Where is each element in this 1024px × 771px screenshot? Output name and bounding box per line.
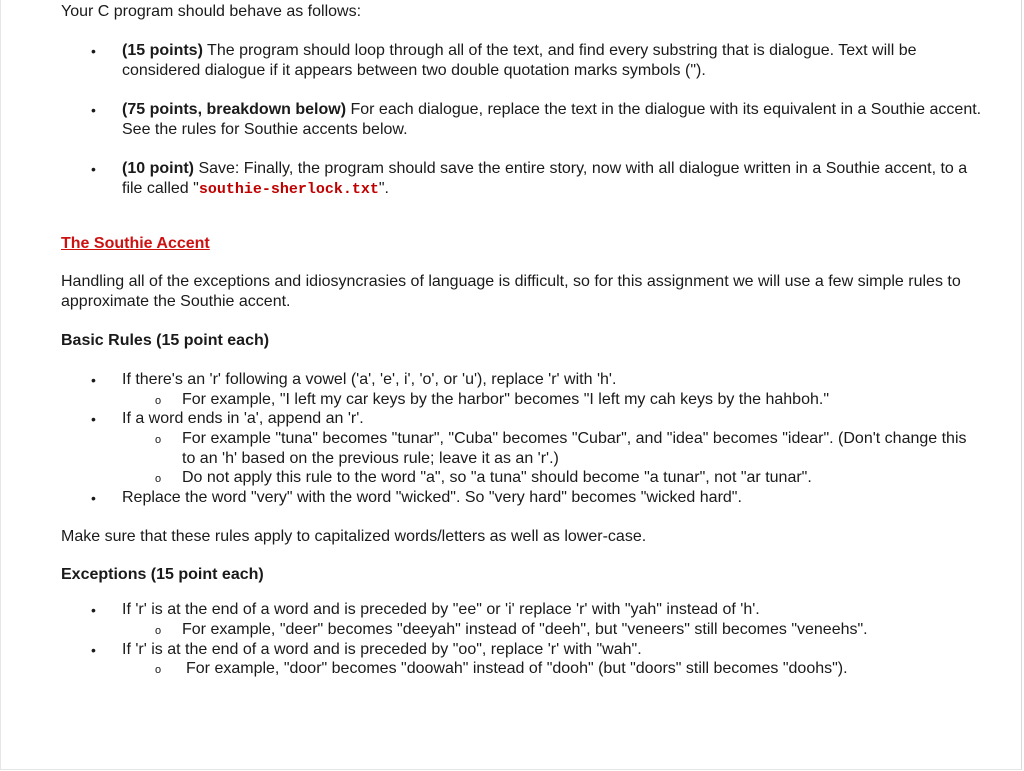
circle-bullet-icon: o — [155, 395, 162, 407]
exception-example: For example, "deer" becomes "deeyah" instead of "deeh", but "veneers" still becomes "veneehs". — [182, 621, 868, 638]
exception-text: If 'r' is at the end of a word and is preceded by "oo", replace 'r' with "wah". — [122, 641, 642, 658]
requirement-body: For each dialogue, replace the text in the dialogue with its equivalent in a Southie accent. See the rules for Southie accents below. — [122, 101, 982, 138]
southie-accent-heading: The Southie Accent — [61, 235, 210, 252]
circle-bullet-icon: o — [155, 473, 162, 485]
requirement-text — [122, 159, 982, 200]
bullet-icon: • — [91, 490, 96, 506]
basic-rules-heading: Basic Rules (15 point each) — [61, 332, 270, 349]
output-filename: southie-sherlock.txt — [198, 181, 379, 198]
requirement-text — [122, 41, 982, 81]
bullet-icon: • — [91, 411, 96, 427]
circle-bullet-icon: o — [155, 625, 162, 637]
requirement-body: Save: Finally, the program should save the entire story, now with all dialogue written in a Southie accent, to a file called " — [122, 160, 968, 197]
bullet-icon: • — [91, 161, 96, 177]
requirement-body: The program should loop through all of the text, and find every substring that is dialogue. Text will be considered dialogue if it appears between two double quotation marks symbols ("). — [122, 42, 917, 79]
points-label: (10 point) — [122, 160, 194, 177]
intro-text: Your C program should behave as follows: — [61, 3, 362, 20]
exception-text: If 'r' is at the end of a word and is preceded by "ee" or 'i' replace 'r' with "yah" instead of 'h'. — [122, 601, 760, 618]
rule-text: If a word ends in 'a', append an 'r'. — [122, 410, 364, 427]
rule-example: Do not apply this rule to the word "a", so "a tuna" should become "a tunar", not "ar tunar". — [182, 469, 812, 486]
southie-intro: Handling all of the exceptions and idiosyncrasies of language is difficult, so for this assignment we will use a few simple rules to approximate the Southie accent. — [61, 273, 961, 310]
case-note: Make sure that these rules apply to capitalized words/letters as well as lower-case. — [61, 528, 647, 545]
bullet-icon: • — [91, 102, 96, 118]
points-label: (15 points) — [122, 42, 203, 59]
circle-bullet-icon: o — [155, 434, 162, 446]
circle-bullet-icon: o — [155, 664, 162, 676]
bullet-icon: • — [91, 602, 96, 618]
rule-example: For example, "I left my car keys by the harbor" becomes "I left my cah keys by the hahboh." — [182, 391, 829, 408]
points-label: (75 points, breakdown below) — [122, 101, 347, 118]
rule-text: If there's an 'r' following a vowel ('a', 'e', i', 'o', or 'u'), replace 'r' with 'h'. — [122, 371, 617, 388]
requirement-text — [122, 100, 982, 140]
exception-example: For example, "door" becomes "doowah" instead of "dooh" (but "doors" still becomes "doohs"). — [186, 660, 848, 677]
rule-text: Replace the word "very" with the word "wicked". So "very hard" becomes "wicked hard". — [122, 489, 742, 506]
requirement-body-end: ". — [378, 180, 389, 197]
rule-example: For example "tuna" becomes "tunar", "Cuba" becomes "Cubar", and "idea" becomes "idear". (Don't change this to an 'h' based on the previous rule; leave it as an 'r'.) — [182, 430, 967, 467]
bullet-icon: • — [91, 372, 96, 388]
bullet-icon: • — [91, 43, 96, 59]
bullet-icon: • — [91, 642, 96, 658]
exceptions-heading: Exceptions (15 point each) — [61, 566, 264, 583]
